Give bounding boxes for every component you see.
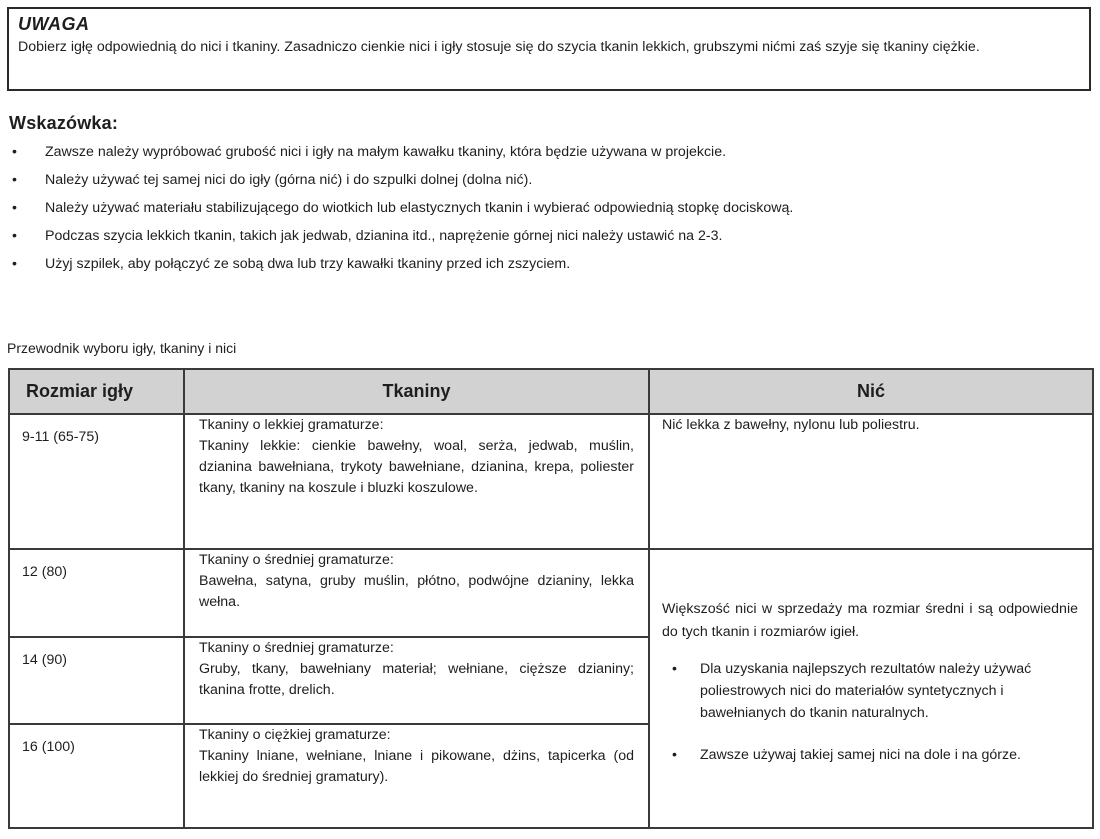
- needle-size-cell: 9-11 (65-75): [9, 414, 184, 549]
- tip-item: [0, 196, 1100, 224]
- thread-bullet-text: Zawsze używaj takiej samej nici na dole i na górze.: [700, 747, 1021, 763]
- fabric-label: Tkaniny o ciężkiej gramaturze:: [199, 727, 391, 743]
- fabric-cell: [184, 724, 649, 828]
- fabric-description: Bawełna, satyna, gruby muślin, płótno, podwójne dzianiny, lekka wełna.: [199, 573, 634, 610]
- warning-text: Dobierz igłę odpowiednią do nici i tkaniny. Zasadniczo cienkie nici i igły stosuje się do szycia tkanin lekkich, grubszymi nićmi zaś szyje się tkaniny ciężkie.: [18, 39, 980, 55]
- tip-text: Zawsze należy wypróbować grubość nici i igły na małym kawałku tkaniny, która będzie używana w projekcie.: [45, 144, 727, 160]
- bullet: •: [12, 228, 17, 244]
- bullet: •: [672, 661, 677, 677]
- tips-heading: Wskazówka:: [9, 113, 119, 133]
- header-thread: Nić: [649, 369, 1093, 414]
- tip-item: [0, 140, 1100, 168]
- table-header-row: [9, 369, 1093, 414]
- fabric-description: Tkaniny lekkie: cienkie bawełny, woal, serża, jedwab, muślin, dzianina bawełniana, trykoty bawełniane, dzianina, krepa, poliester tkany, tkaniny na koszule i bluzki koszulowe.: [199, 438, 634, 496]
- tips-list: [0, 140, 1100, 280]
- thread-bullet-item: [662, 744, 1078, 766]
- bullet: •: [12, 200, 17, 216]
- fabric-label: Tkaniny o średniej gramaturze:: [199, 640, 394, 656]
- warning-box: [7, 7, 1091, 91]
- fabric-label: Tkaniny o lekkiej gramaturze:: [199, 417, 384, 433]
- warning-title: UWAGA: [18, 14, 90, 34]
- fabric-label: Tkaniny o średniej gramaturze:: [199, 552, 394, 568]
- thread-cell-general: [649, 549, 1093, 828]
- fabric-cell: [184, 549, 649, 637]
- tip-text: Należy używać materiału stabilizującego do wiotkich lub elastycznych tkanin i wybierać odpowiednią stopkę dociskową.: [45, 200, 794, 216]
- tip-item: [0, 252, 1100, 280]
- needle-size-cell: 12 (80): [9, 549, 184, 637]
- tip-item: [0, 168, 1100, 196]
- guide-title: Przewodnik wyboru igły, tkaniny i nici: [7, 340, 237, 356]
- tip-item: [0, 224, 1100, 252]
- needle-size-cell: 14 (90): [9, 637, 184, 724]
- bullet: •: [12, 256, 17, 272]
- fabric-cell: [184, 414, 649, 549]
- bullet: •: [12, 144, 17, 160]
- thread-cell-light: Nić lekka z bawełny, nylonu lub poliestru.: [649, 414, 1093, 549]
- fabric-description: Tkaniny lniane, wełniane, lniane i pikowane, dżins, tapicerka (od lekkiej do średniej gramatury).: [199, 748, 634, 785]
- thread-bullet-list: [662, 658, 1078, 766]
- tip-text: Podczas szycia lekkich tkanin, takich jak jedwab, dzianina itd., naprężenie górnej nici należy ustawić na 2-3.: [45, 228, 723, 244]
- needle-size-cell: 16 (100): [9, 724, 184, 828]
- fabric-cell: [184, 637, 649, 724]
- table-row: [9, 414, 1093, 549]
- bullet: •: [12, 172, 17, 188]
- thread-intro: Większość nici w sprzedaży ma rozmiar średni i są odpowiednie do tych tkanin i rozmiarów igieł.: [662, 601, 1078, 640]
- header-needle-size: Rozmiar igły: [9, 369, 184, 414]
- tip-text: Należy używać tej samej nici do igły (górna nić) i do szpulki dolnej (dolna nić).: [45, 172, 533, 188]
- bullet: •: [672, 747, 677, 763]
- guide-table: [8, 368, 1094, 829]
- fabric-description: Gruby, tkany, bawełniany materiał; wełniane, cięższe dzianiny; tkanina frotte, drelich.: [199, 661, 634, 698]
- tip-text: Użyj szpilek, aby połączyć ze sobą dwa lub trzy kawałki tkaniny przed ich zszyciem.: [45, 256, 571, 272]
- thread-bullet-item: [662, 658, 1078, 724]
- thread-bullet-text: Dla uzyskania najlepszych rezultatów należy używać poliestrowych nici do materiałów syntetycznych i bawełnianych do tkanin naturalnych.: [700, 661, 1032, 721]
- table-row: [9, 549, 1093, 637]
- header-fabrics: Tkaniny: [184, 369, 649, 414]
